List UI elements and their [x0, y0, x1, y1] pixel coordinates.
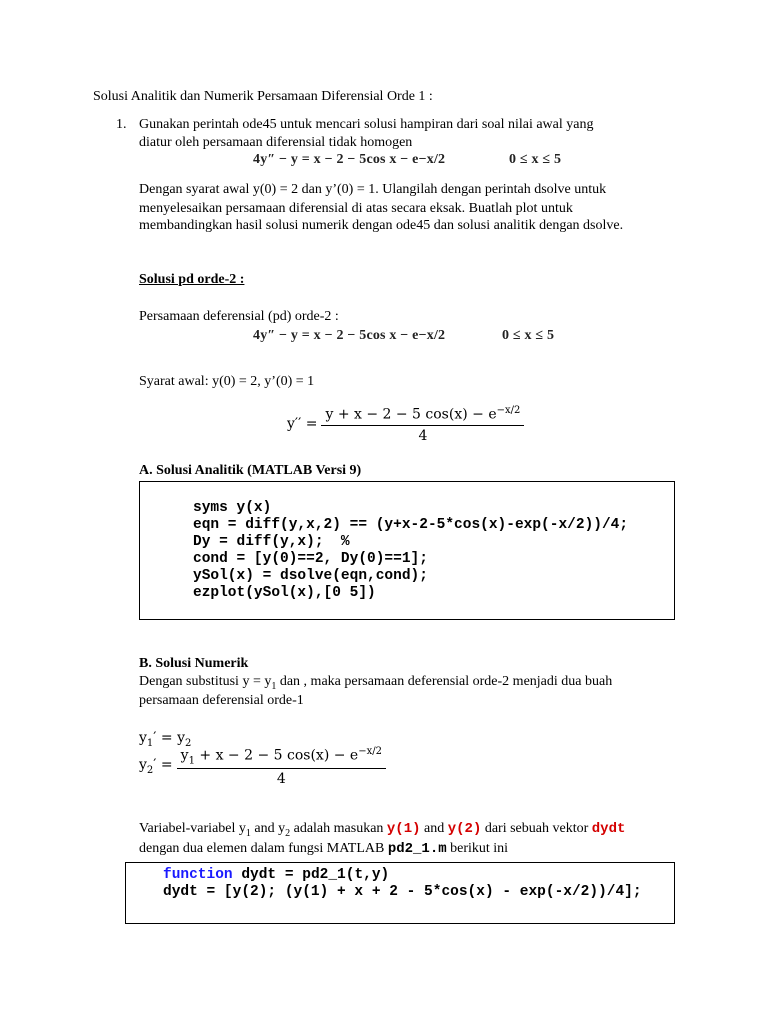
ypp-denominator: 4: [418, 427, 428, 444]
y2-fraction: $\frac{y_1 + x - 2 - 5 \cos(x) - e^{-x/2}}{4}$: [177, 746, 386, 787]
section-intro: Persamaan deferensial (pd) orde-2 :: [139, 309, 339, 324]
ypp-lhs: y′′ =: [287, 416, 318, 433]
domain-image: 0 ≤ x ≤ 5: [509, 152, 562, 167]
function-keyword: function: [163, 867, 233, 883]
item1-para-line1: Dengan syarat awal y(0) = 2 dan y’(0) = 1. Ulangilah dengan perintah dsolve untuk: [139, 182, 607, 197]
item1-para-line2: menyelesaikan persamaan diferensial di atas secara eksak. Buatlah plot untuk: [139, 201, 573, 216]
code-b-line1: dydt = pd2_1(t,y): [232, 867, 390, 883]
ypp-equation: [287, 405, 524, 444]
code-a-line: Dy = diff(y,x); %: [193, 534, 350, 550]
code-a-line: eqn = diff(y,x,2) == (y+x-2-5*cos(x)-exp(-x/2))/4;: [193, 517, 629, 533]
code-a-line: cond = [y(0)==2, Dy(0)==1];: [193, 551, 428, 567]
code-a-line: ezplot(ySol(x),[0 5]): [193, 585, 376, 601]
initial-conditions: Syarat awal: y(0) = 2, y’(0) = 1: [139, 374, 315, 389]
variables-line: Variabel-variabel $y_1$ and $y_2$ adalah masukan y(1) and y(2) dari sebuah vektor dydt: [139, 821, 626, 839]
function-line: dengan dua elemen dalam fungsi MATLAB pd2_1.m berikut ini: [139, 841, 509, 857]
section-title: Solusi pd orde-2 :: [139, 272, 245, 287]
substitution-line2: persamaan deferensial orde-1: [139, 693, 304, 708]
domain-image-2: 0 ≤ x ≤ 5: [502, 328, 555, 343]
code-a-line: syms y(x): [193, 500, 272, 516]
ode-equation-image-2: 4y″ − y = x − 2 − 5cos x − e−x/2: [253, 328, 446, 343]
part-a-title: A. Solusi Analitik (MATLAB Versi 9): [139, 463, 362, 478]
code-block-a: [193, 500, 628, 602]
ypp-fraction: [321, 405, 524, 444]
page-heading: Solusi Analitik dan Numerik Persamaan Diferensial Orde 1 :: [93, 89, 433, 104]
eq-y2-prime: $y_2'$ = $\frac{y_1 + x - 2 - 5 \cos(x) - e^{-x/2}}{4}$: [139, 746, 386, 787]
code-block-b: [163, 867, 642, 901]
code-a-line: ySol(x) = dsolve(eqn,cond);: [193, 568, 428, 584]
part-b-title: B. Solusi Numerik: [139, 656, 249, 671]
ode-equation-image: 4y″ − y = x − 2 − 5cos x − e−x/2: [253, 152, 446, 167]
code-b-line2: dydt = [y(2); (y(1) + x + 2 - 5*cos(x) - exp(-x/2))/4];: [163, 884, 642, 900]
substitution-line1: Dengan substitusi $y = y_1$ dan , maka persamaan deferensial orde-2 menjadi dua buah: [139, 674, 613, 692]
item1-line1: Gunakan perintah ode45 untuk mencari solusi hampiran dari soal nilai awal yang: [139, 117, 594, 132]
list-number: 1.: [116, 117, 127, 132]
eq-y1-prime: $y_1' = y_2$: [139, 730, 192, 749]
item1-line2: diatur oleh persamaan diferensial tidak homogen: [139, 135, 413, 150]
item1-para-line3: membandingkan hasil solusi numerik dengan ode45 dan solusi analitik dengan dsolve.: [139, 218, 624, 233]
ypp-exponent: −x/2: [496, 405, 521, 416]
ypp-numerator: y + x − 2 − 5 cos(x) − e: [325, 406, 497, 423]
